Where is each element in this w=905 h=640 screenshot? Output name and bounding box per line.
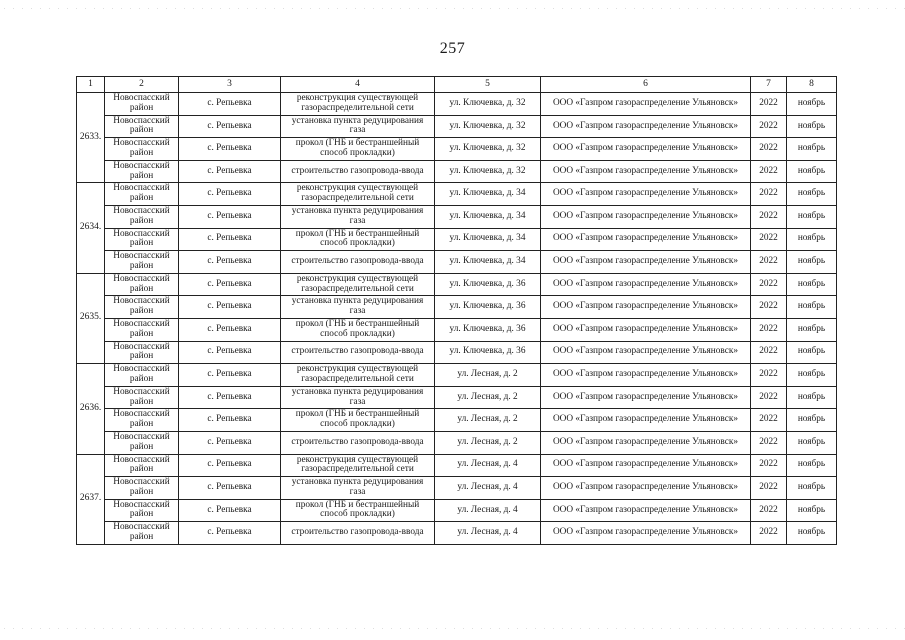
- work-type-cell: строительство газопровода-ввода: [281, 160, 435, 183]
- month-cell: ноябрь: [787, 138, 837, 161]
- record-number: 2636.: [77, 364, 105, 454]
- district-cell: Новоспасский район: [105, 251, 179, 274]
- locality-cell: с. Репьевка: [179, 454, 281, 477]
- locality-cell: с. Репьевка: [179, 296, 281, 319]
- month-cell: ноябрь: [787, 228, 837, 251]
- year-cell: 2022: [751, 386, 787, 409]
- month-cell: ноябрь: [787, 183, 837, 206]
- organization-cell: ООО «Газпром газораспределение Ульяновск»: [541, 183, 751, 206]
- locality-cell: с. Репьевка: [179, 318, 281, 341]
- table-row: [77, 93, 837, 116]
- locality-cell: с. Репьевка: [179, 115, 281, 138]
- organization-cell: ООО «Газпром газораспределение Ульяновск»: [541, 499, 751, 522]
- district-cell: Новоспасский район: [105, 205, 179, 228]
- month-cell: ноябрь: [787, 251, 837, 274]
- page-number: 257: [439, 40, 466, 57]
- address-cell: ул. Лесная, д. 4: [435, 522, 541, 545]
- year-cell: 2022: [751, 318, 787, 341]
- locality-cell: с. Репьевка: [179, 273, 281, 296]
- work-type-cell: прокол (ГНБ и бестраншейный способ прокладки): [281, 138, 435, 161]
- organization-cell: ООО «Газпром газораспределение Ульяновск»: [541, 296, 751, 319]
- year-cell: 2022: [751, 93, 787, 116]
- month-cell: ноябрь: [787, 93, 837, 116]
- table-row: [77, 115, 837, 138]
- table-row: [77, 431, 837, 454]
- locality-cell: с. Репьевка: [179, 341, 281, 364]
- year-cell: 2022: [751, 522, 787, 545]
- address-cell: ул. Ключевка, д. 32: [435, 138, 541, 161]
- month-cell: ноябрь: [787, 431, 837, 454]
- year-cell: 2022: [751, 115, 787, 138]
- organization-cell: ООО «Газпром газораспределение Ульяновск»: [541, 477, 751, 500]
- organization-cell: ООО «Газпром газораспределение Ульяновск»: [541, 341, 751, 364]
- table-row: [77, 409, 837, 432]
- month-cell: ноябрь: [787, 115, 837, 138]
- month-cell: ноябрь: [787, 160, 837, 183]
- work-type-cell: строительство газопровода-ввода: [281, 431, 435, 454]
- year-cell: 2022: [751, 341, 787, 364]
- address-cell: ул. Ключевка, д. 36: [435, 273, 541, 296]
- organization-cell: ООО «Газпром газораспределение Ульяновск»: [541, 431, 751, 454]
- organization-cell: ООО «Газпром газораспределение Ульяновск»: [541, 115, 751, 138]
- address-cell: ул. Лесная, д. 4: [435, 477, 541, 500]
- month-cell: ноябрь: [787, 364, 837, 387]
- year-cell: 2022: [751, 183, 787, 206]
- month-cell: ноябрь: [787, 454, 837, 477]
- address-cell: ул. Лесная, д. 4: [435, 454, 541, 477]
- work-type-cell: установка пункта редуцирования газа: [281, 296, 435, 319]
- address-cell: ул. Лесная, д. 2: [435, 364, 541, 387]
- month-cell: ноябрь: [787, 477, 837, 500]
- district-cell: Новоспасский район: [105, 93, 179, 116]
- district-cell: Новоспасский район: [105, 228, 179, 251]
- month-cell: ноябрь: [787, 296, 837, 319]
- organization-cell: ООО «Газпром газораспределение Ульяновск»: [541, 318, 751, 341]
- column-header: 3: [179, 77, 281, 93]
- work-type-cell: реконструкция существующей газораспределительной сети: [281, 273, 435, 296]
- work-type-cell: прокол (ГНБ и бестраншейный способ прокладки): [281, 499, 435, 522]
- month-cell: ноябрь: [787, 205, 837, 228]
- organization-cell: ООО «Газпром газораспределение Ульяновск»: [541, 364, 751, 387]
- year-cell: 2022: [751, 409, 787, 432]
- year-cell: 2022: [751, 296, 787, 319]
- address-cell: ул. Ключевка, д. 32: [435, 160, 541, 183]
- work-type-cell: реконструкция существующей газораспределительной сети: [281, 454, 435, 477]
- organization-cell: ООО «Газпром газораспределение Ульяновск»: [541, 454, 751, 477]
- column-header: 6: [541, 77, 751, 93]
- month-cell: ноябрь: [787, 409, 837, 432]
- scan-artifact-top: [0, 8, 905, 9]
- district-cell: Новоспасский район: [105, 341, 179, 364]
- district-cell: Новоспасский район: [105, 454, 179, 477]
- address-cell: ул. Лесная, д. 2: [435, 431, 541, 454]
- month-cell: ноябрь: [787, 522, 837, 545]
- district-cell: Новоспасский район: [105, 115, 179, 138]
- locality-cell: с. Репьевка: [179, 138, 281, 161]
- locality-cell: с. Репьевка: [179, 251, 281, 274]
- year-cell: 2022: [751, 160, 787, 183]
- address-cell: ул. Ключевка, д. 34: [435, 205, 541, 228]
- work-type-cell: прокол (ГНБ и бестраншейный способ прокладки): [281, 228, 435, 251]
- organization-cell: ООО «Газпром газораспределение Ульяновск»: [541, 386, 751, 409]
- year-cell: 2022: [751, 364, 787, 387]
- scan-artifact-bottom: [0, 628, 905, 629]
- table-row: [77, 499, 837, 522]
- locality-cell: с. Репьевка: [179, 183, 281, 206]
- year-cell: 2022: [751, 138, 787, 161]
- table-row: [77, 522, 837, 545]
- district-cell: Новоспасский район: [105, 160, 179, 183]
- table-row: [77, 318, 837, 341]
- organization-cell: ООО «Газпром газораспределение Ульяновск»: [541, 138, 751, 161]
- table-row: [77, 477, 837, 500]
- address-cell: ул. Ключевка, д. 36: [435, 318, 541, 341]
- address-cell: ул. Ключевка, д. 34: [435, 228, 541, 251]
- locality-cell: с. Репьевка: [179, 499, 281, 522]
- year-cell: 2022: [751, 431, 787, 454]
- organization-cell: ООО «Газпром газораспределение Ульяновск»: [541, 251, 751, 274]
- table-row: [77, 251, 837, 274]
- year-cell: 2022: [751, 499, 787, 522]
- table-row: [77, 364, 837, 387]
- locality-cell: с. Репьевка: [179, 522, 281, 545]
- header-row: [77, 77, 837, 93]
- column-header: 4: [281, 77, 435, 93]
- table-row: [77, 341, 837, 364]
- table-row: [77, 454, 837, 477]
- table-row: [77, 386, 837, 409]
- year-cell: 2022: [751, 273, 787, 296]
- organization-cell: ООО «Газпром газораспределение Ульяновск»: [541, 273, 751, 296]
- district-cell: Новоспасский район: [105, 477, 179, 500]
- work-type-cell: установка пункта редуцирования газа: [281, 115, 435, 138]
- work-type-cell: строительство газопровода-ввода: [281, 251, 435, 274]
- district-cell: Новоспасский район: [105, 409, 179, 432]
- district-cell: Новоспасский район: [105, 183, 179, 206]
- district-cell: Новоспасский район: [105, 499, 179, 522]
- address-cell: ул. Ключевка, д. 32: [435, 93, 541, 116]
- column-header: 2: [105, 77, 179, 93]
- table-row: [77, 296, 837, 319]
- month-cell: ноябрь: [787, 499, 837, 522]
- address-cell: ул. Лесная, д. 2: [435, 386, 541, 409]
- month-cell: ноябрь: [787, 273, 837, 296]
- record-number: 2633.: [77, 93, 105, 183]
- district-cell: Новоспасский район: [105, 318, 179, 341]
- column-header: 8: [787, 77, 837, 93]
- year-cell: 2022: [751, 454, 787, 477]
- gas-works-table: [76, 76, 837, 545]
- district-cell: Новоспасский район: [105, 296, 179, 319]
- address-cell: ул. Ключевка, д. 34: [435, 183, 541, 206]
- locality-cell: с. Репьевка: [179, 364, 281, 387]
- month-cell: ноябрь: [787, 341, 837, 364]
- record-number: 2635.: [77, 273, 105, 363]
- year-cell: 2022: [751, 251, 787, 274]
- district-cell: Новоспасский район: [105, 364, 179, 387]
- organization-cell: ООО «Газпром газораспределение Ульяновск»: [541, 93, 751, 116]
- work-type-cell: установка пункта редуцирования газа: [281, 386, 435, 409]
- address-cell: ул. Лесная, д. 2: [435, 409, 541, 432]
- organization-cell: ООО «Газпром газораспределение Ульяновск»: [541, 205, 751, 228]
- district-cell: Новоспасский район: [105, 138, 179, 161]
- column-header: 7: [751, 77, 787, 93]
- year-cell: 2022: [751, 205, 787, 228]
- district-cell: Новоспасский район: [105, 273, 179, 296]
- table-row: [77, 273, 837, 296]
- address-cell: ул. Ключевка, д. 32: [435, 115, 541, 138]
- year-cell: 2022: [751, 477, 787, 500]
- table-row: [77, 228, 837, 251]
- work-type-cell: установка пункта редуцирования газа: [281, 477, 435, 500]
- work-type-cell: строительство газопровода-ввода: [281, 341, 435, 364]
- organization-cell: ООО «Газпром газораспределение Ульяновск»: [541, 228, 751, 251]
- table-row: [77, 183, 837, 206]
- locality-cell: с. Репьевка: [179, 205, 281, 228]
- locality-cell: с. Репьевка: [179, 431, 281, 454]
- month-cell: ноябрь: [787, 318, 837, 341]
- address-cell: ул. Ключевка, д. 36: [435, 296, 541, 319]
- record-number: 2637.: [77, 454, 105, 544]
- address-cell: ул. Лесная, д. 4: [435, 499, 541, 522]
- work-type-cell: строительство газопровода-ввода: [281, 522, 435, 545]
- column-header: 1: [77, 77, 105, 93]
- record-number: 2634.: [77, 183, 105, 273]
- district-cell: Новоспасский район: [105, 522, 179, 545]
- locality-cell: с. Репьевка: [179, 160, 281, 183]
- organization-cell: ООО «Газпром газораспределение Ульяновск»: [541, 409, 751, 432]
- table-row: [77, 138, 837, 161]
- locality-cell: с. Репьевка: [179, 386, 281, 409]
- work-type-cell: реконструкция существующей газораспределительной сети: [281, 364, 435, 387]
- work-type-cell: прокол (ГНБ и бестраншейный способ прокладки): [281, 318, 435, 341]
- table-row: [77, 160, 837, 183]
- year-cell: 2022: [751, 228, 787, 251]
- month-cell: ноябрь: [787, 386, 837, 409]
- organization-cell: ООО «Газпром газораспределение Ульяновск»: [541, 522, 751, 545]
- district-cell: Новоспасский район: [105, 431, 179, 454]
- work-type-cell: реконструкция существующей газораспределительной сети: [281, 183, 435, 206]
- work-type-cell: реконструкция существующей газораспределительной сети: [281, 93, 435, 116]
- locality-cell: с. Репьевка: [179, 477, 281, 500]
- address-cell: ул. Ключевка, д. 34: [435, 251, 541, 274]
- work-type-cell: установка пункта редуцирования газа: [281, 205, 435, 228]
- organization-cell: ООО «Газпром газораспределение Ульяновск»: [541, 160, 751, 183]
- locality-cell: с. Репьевка: [179, 228, 281, 251]
- column-header: 5: [435, 77, 541, 93]
- locality-cell: с. Репьевка: [179, 409, 281, 432]
- address-cell: ул. Ключевка, д. 36: [435, 341, 541, 364]
- work-type-cell: прокол (ГНБ и бестраншейный способ прокладки): [281, 409, 435, 432]
- locality-cell: с. Репьевка: [179, 93, 281, 116]
- table-row: [77, 205, 837, 228]
- district-cell: Новоспасский район: [105, 386, 179, 409]
